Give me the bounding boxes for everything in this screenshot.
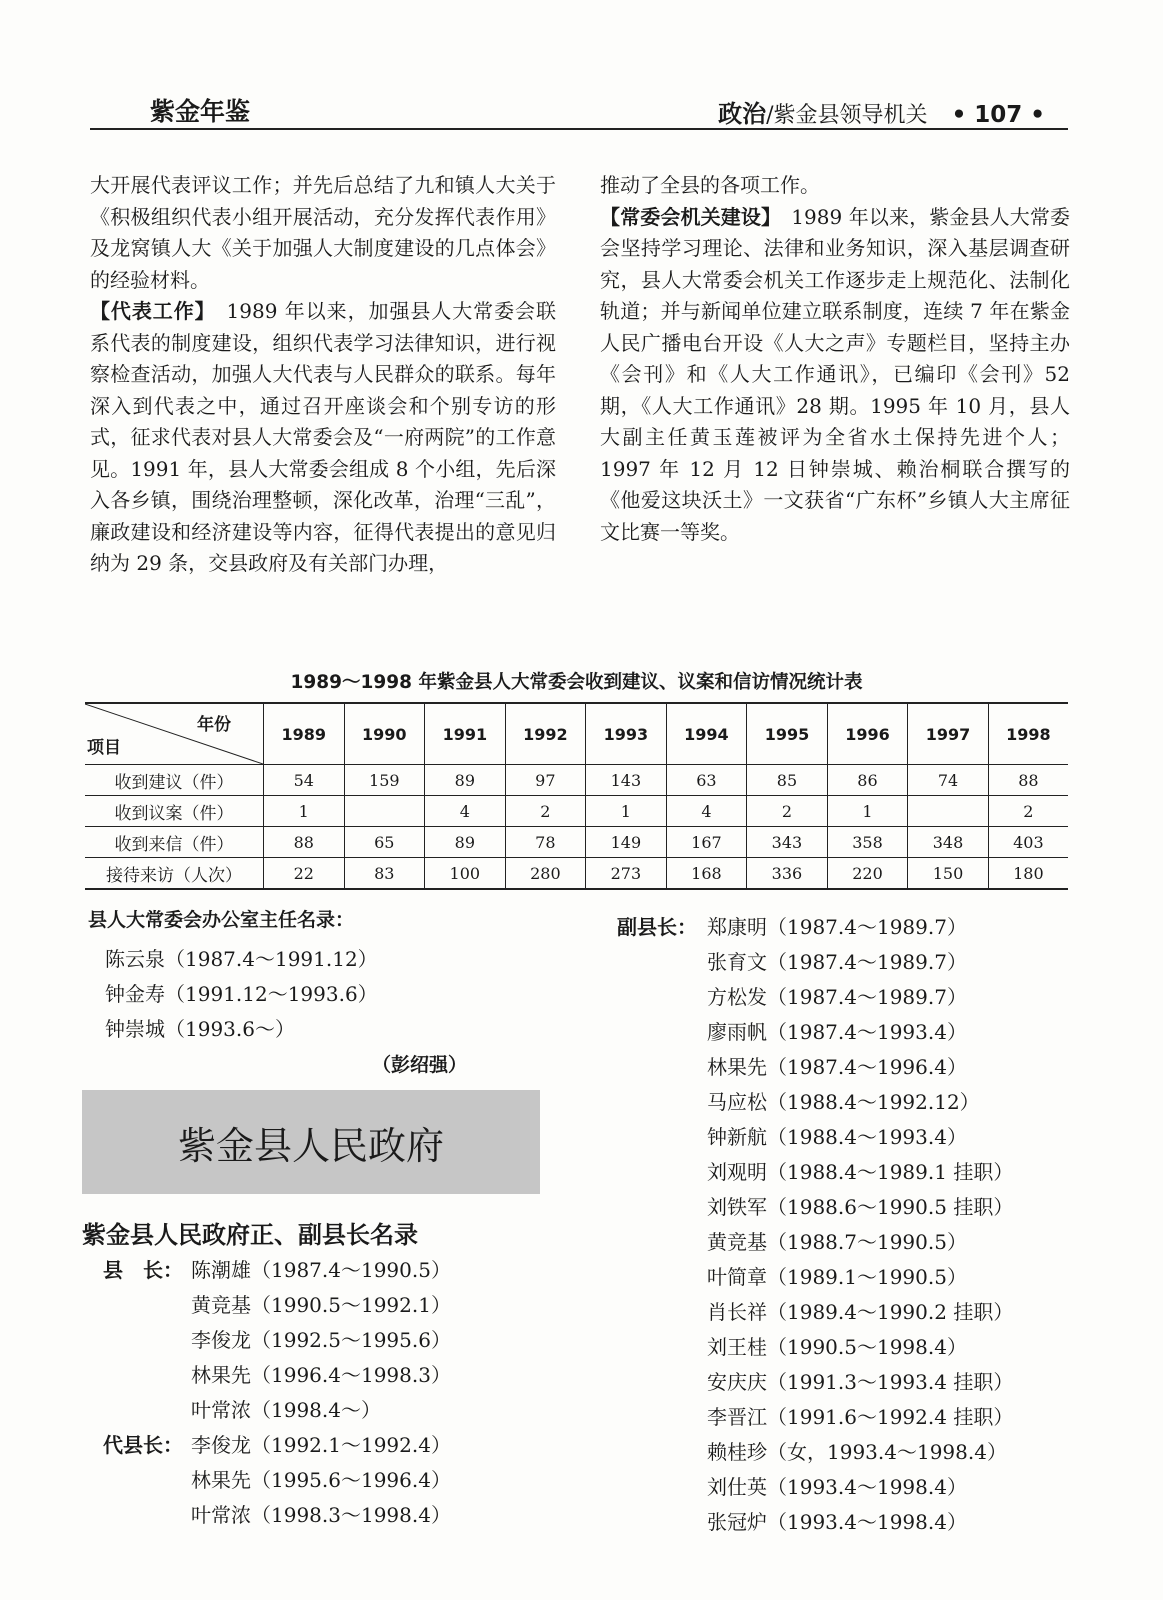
table-cell: 358 (827, 827, 908, 858)
person-entry: 叶常浓（1998.3～1998.4） (191, 1503, 451, 1527)
table-cell: 348 (908, 827, 989, 858)
text-column-left (90, 170, 556, 580)
list-item (103, 1428, 451, 1463)
table-row (85, 796, 1068, 827)
book-title: 紫金年鉴 (150, 97, 251, 126)
year-header: 1992 (505, 703, 586, 765)
paragraph (600, 202, 1070, 549)
person-entry: 郑康明（1987.4～1989.7） (707, 915, 967, 939)
list-item (617, 1190, 1013, 1225)
person-entry: 廖雨帆（1987.4～1993.4） (707, 1020, 967, 1044)
list-item (617, 1260, 1013, 1295)
list-item (617, 1330, 1013, 1365)
person-entry: 李晋江（1991.6～1992.4 挂职） (707, 1405, 1014, 1429)
table-cell: 220 (827, 858, 908, 890)
table-cell: 4 (666, 796, 747, 827)
table-row (85, 765, 1068, 796)
list-item (617, 945, 1013, 980)
list-item (103, 1323, 451, 1358)
table-cell: 149 (586, 827, 667, 858)
person-entry: 张育文（1987.4～1989.7） (707, 950, 967, 974)
table-cell (908, 796, 989, 827)
person-entry: 李俊龙（1992.1～1992.4） (191, 1433, 451, 1457)
list-item (103, 1498, 451, 1533)
government-heads-title: 紫金县人民政府正、副县长名录 (82, 1221, 418, 1249)
person-entry: 叶简章（1989.1～1990.5） (707, 1265, 967, 1289)
table-cell: 63 (666, 765, 747, 796)
year-header: 1998 (988, 703, 1068, 765)
table-row (85, 858, 1068, 890)
paragraph (600, 170, 1070, 202)
list-item (103, 1253, 451, 1288)
person-entry: 黄竞基（1988.7～1990.5） (707, 1230, 967, 1254)
table-cell: 65 (344, 827, 425, 858)
section-tag: 【常委会机关建设】 (600, 204, 772, 229)
table-cell: 180 (988, 858, 1068, 890)
deputy-heads-list (617, 910, 1013, 1540)
subsection-title: /紫金县领导机关 (766, 103, 928, 128)
section-banner: 紫金县人民政府 (82, 1090, 540, 1194)
list-item (617, 1365, 1013, 1400)
table-cell: 168 (666, 858, 747, 890)
list-item (617, 1470, 1013, 1505)
list-item (617, 910, 1013, 945)
person-entry: 黄竞基（1990.5～1992.1） (191, 1293, 451, 1317)
table-cell: 167 (666, 827, 747, 858)
row-label: 收到来信（件） (85, 827, 264, 858)
person-entry: 林果先（1987.4～1996.4） (707, 1055, 967, 1079)
table-cell: 88 (988, 765, 1068, 796)
table-cell (344, 796, 425, 827)
table-cell: 2 (747, 796, 828, 827)
table-cell: 336 (747, 858, 828, 890)
table-cell: 159 (344, 765, 425, 796)
year-header: 1989 (264, 703, 345, 765)
role-label: 副县长： (617, 915, 697, 939)
list-item (617, 980, 1013, 1015)
table-cell: 343 (747, 827, 828, 858)
person-entry: 叶常浓（1998.4～） (191, 1398, 381, 1422)
corner-label-item: 项目 (87, 738, 121, 758)
paragraph-text: 推动了全县的各项工作。 (600, 173, 820, 197)
corner-label-year: 年份 (197, 715, 231, 735)
table-cell: 89 (425, 765, 506, 796)
table-corner-cell (85, 703, 264, 765)
year-header: 1996 (827, 703, 908, 765)
list-item (617, 1505, 1013, 1540)
table-cell: 143 (586, 765, 667, 796)
list-item: 钟崇城（1993.6～） (105, 1017, 295, 1041)
person-entry: 方松发（1987.4～1989.7） (707, 985, 967, 1009)
table-title: 1989～1998 年紫金县人大常委会收到建议、议案和信访情况统计表 (290, 672, 863, 693)
table-cell: 150 (908, 858, 989, 890)
section-title: 政治 (718, 100, 767, 128)
person-entry: 安庆庆（1991.3～1993.4 挂职） (707, 1370, 1014, 1394)
role-label: 代县长： (103, 1433, 183, 1457)
list-item: 陈云泉（1987.4～1991.12） (105, 947, 378, 971)
table-cell: 89 (425, 827, 506, 858)
table-cell: 88 (264, 827, 345, 858)
table-cell: 85 (747, 765, 828, 796)
person-entry: 刘王桂（1990.5～1998.4） (707, 1335, 967, 1359)
person-entry: 刘仕英（1993.4～1998.4） (707, 1475, 967, 1499)
table-cell: 2 (505, 796, 586, 827)
table-cell: 1 (827, 796, 908, 827)
county-heads-list (103, 1253, 451, 1533)
list-item: 钟金寿（1991.12～1993.6） (105, 982, 378, 1006)
paragraph-text: 大开展代表评议工作；并先后总结了九和镇人大关于《积极组织代表小组开展活动，充分发挥代表作用》及龙窝镇人大《关于加强人大制度建设的几点体会》的经验材料。 (90, 173, 556, 292)
paragraph-text: 1989 年以来，紫金县人大常委会坚持学习理论、法律和业务知识，深入基层调查研究，县人大常委会机关工作逐步走上规范化、法制化轨道；并与新闻单位建立联系制度，连续 7 年在紫金人民广播电台开设《人大之声》专题栏目，坚持主办《会刊》和《人大工作通讯》，已编印《会刊》52 期，《人大工作通讯》28 期。1995 年 10 月，县人大副主任黄玉莲被评为全省水土保持先进个人；1997 年 12 月 12 日钟崇城、赖治桐联合撰写的《他爱这块沃土》一文获省“广东杯”乡镇人大主席征文比赛一等奖。 (600, 204, 1070, 544)
table-cell: 273 (586, 858, 667, 890)
table-cell: 86 (827, 765, 908, 796)
list-item (617, 1225, 1013, 1260)
list-item (617, 1015, 1013, 1050)
list-item (617, 1050, 1013, 1085)
person-entry: 马应松（1988.4～1992.12） (707, 1090, 980, 1114)
person-entry: 张冠炉（1993.4～1998.4） (707, 1510, 967, 1534)
table-cell: 403 (988, 827, 1068, 858)
list-item (103, 1463, 451, 1498)
table-cell: 4 (425, 796, 506, 827)
list-item (617, 1085, 1013, 1120)
person-entry: 刘铁军（1988.6～1990.5 挂职） (707, 1195, 1014, 1219)
table-cell: 1 (264, 796, 345, 827)
header-rule (90, 128, 1068, 130)
row-label: 收到议案（件） (85, 796, 264, 827)
row-label: 接待来访（人次） (85, 858, 264, 890)
page-number: • 107 • (951, 102, 1045, 128)
list-item (617, 1435, 1013, 1470)
year-header: 1991 (425, 703, 506, 765)
statistics-table (85, 702, 1068, 890)
table-cell: 54 (264, 765, 345, 796)
paragraph (90, 296, 556, 580)
person-entry: 赖桂珍（女，1993.4～1998.4） (707, 1440, 1007, 1464)
list-item (103, 1393, 451, 1428)
office-directors-title: 县人大常委会办公室主任名录： (88, 909, 355, 931)
list-item (103, 1288, 451, 1323)
table-header-row (85, 703, 1068, 765)
table-cell: 280 (505, 858, 586, 890)
paragraph (90, 170, 556, 296)
table-cell: 100 (425, 858, 506, 890)
role-label: 县 长： (103, 1258, 183, 1282)
list-item (617, 1155, 1013, 1190)
page-header (718, 94, 1045, 129)
person-entry: 陈潮雄（1987.4～1990.5） (191, 1258, 451, 1282)
office-directors-list (105, 942, 378, 1047)
table-cell: 83 (344, 858, 425, 890)
year-header: 1990 (344, 703, 425, 765)
person-entry: 刘观明（1988.4～1989.1 挂职） (707, 1160, 1014, 1184)
person-entry: 林果先（1996.4～1998.3） (191, 1363, 451, 1387)
table-cell: 1 (586, 796, 667, 827)
paragraph-text: 1989 年以来，加强县人大常委会联系代表的制度建设，组织代表学习法律知识，进行视察检查活动，加强人大代表与人民群众的联系。每年深入到代表之中，通过召开座谈会和个别专访的形式，征求代表对县人大常委会及“一府两院”的工作意见。1991 年，县人大常委会组成 8 个小组，先后深入各乡镇，围绕治理整顿，深化改革，治理“三乱”，廉政建设和经济建设等内容，征得代表提出的意见归纳为 29 条，交县政府及有关部门办理， (90, 299, 556, 575)
table-cell: 22 (264, 858, 345, 890)
text-column-right (600, 170, 1070, 548)
row-label: 收到建议（件） (85, 765, 264, 796)
table-cell: 74 (908, 765, 989, 796)
year-header: 1995 (747, 703, 828, 765)
author-credit: （彭绍强） (372, 1054, 468, 1076)
person-entry: 钟新航（1988.4～1993.4） (707, 1125, 967, 1149)
person-entry: 肖长祥（1989.4～1990.2 挂职） (707, 1300, 1014, 1324)
table-cell: 78 (505, 827, 586, 858)
year-header: 1997 (908, 703, 989, 765)
person-entry: 李俊龙（1992.5～1995.6） (191, 1328, 451, 1352)
table-row (85, 827, 1068, 858)
list-item (103, 1358, 451, 1393)
person-entry: 林果先（1995.6～1996.4） (191, 1468, 451, 1492)
year-header: 1993 (586, 703, 667, 765)
list-item (617, 1120, 1013, 1155)
table-cell: 2 (988, 796, 1068, 827)
list-item (617, 1400, 1013, 1435)
section-tag: 【代表工作】 (90, 299, 206, 323)
table-cell: 97 (505, 765, 586, 796)
year-header: 1994 (666, 703, 747, 765)
list-item (617, 1295, 1013, 1330)
